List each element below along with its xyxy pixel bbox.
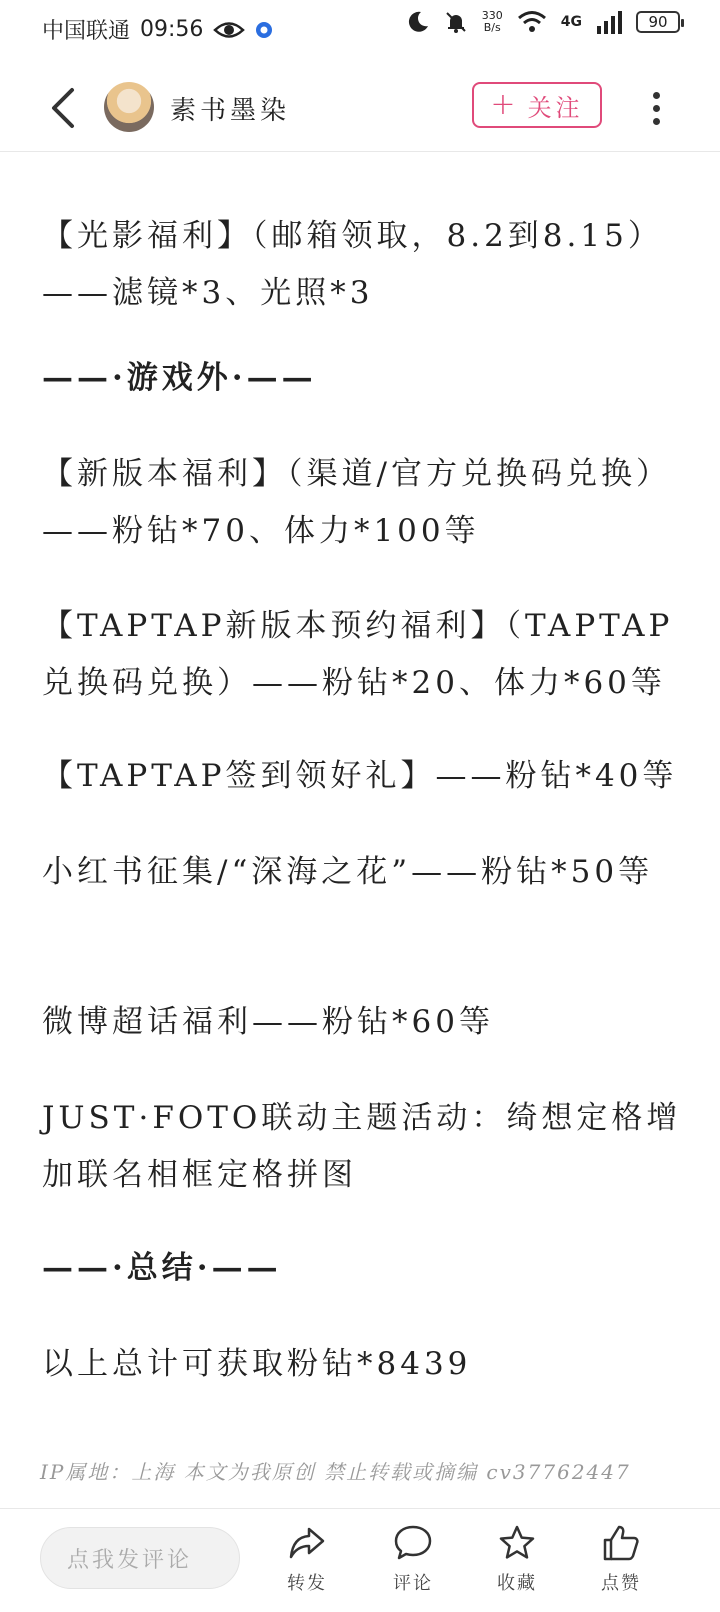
comment-input[interactable]: 点我发评论	[40, 1527, 240, 1589]
article-header	[0, 64, 720, 152]
clock: 09:56	[140, 17, 204, 42]
plus-icon: +	[490, 87, 520, 122]
paragraph-weibo: 微博超话福利——粉钻*60等	[42, 1004, 494, 1040]
paragraph-taptap-reservation: 【TAPTAP新版本预约福利】（TAPTAP兑换码兑换）——粉钻*20、体力*60等	[42, 608, 674, 701]
network-type: 4G	[560, 14, 582, 30]
bottom-action-bar	[0, 1508, 720, 1612]
section-heading-summary: ——·总结·——	[42, 1250, 282, 1286]
more-options-icon[interactable]	[648, 88, 664, 128]
share-arrow-icon	[287, 1523, 327, 1563]
comment-button[interactable]	[378, 1523, 448, 1595]
paragraph-xiaohongshu: 小红书征集/“深海之花”——粉钻*50等	[42, 854, 654, 890]
comment-label: 评论	[393, 1573, 433, 1594]
section-heading-outside-game: ——·游戏外·——	[42, 360, 317, 396]
carrier-name: 中国联通	[42, 19, 131, 44]
signal-icon	[596, 10, 622, 34]
paragraph-taptap-checkin: 【TAPTAP签到领好礼】——粉钻*40等	[42, 758, 678, 794]
follow-button[interactable]	[472, 82, 602, 128]
paragraph-new-version-welfare: 【新版本福利】（渠道/官方兑换码兑换）——粉钻*70、体力*100等	[42, 456, 671, 549]
status-bar	[0, 0, 720, 56]
paragraph-light-welfare: 【光影福利】（邮箱领取，8.2到8.15）——滤镜*3、光照*3	[42, 218, 663, 311]
like-label: 点赞	[601, 1573, 641, 1594]
star-icon	[497, 1523, 537, 1563]
comment-bubble-icon	[393, 1523, 433, 1563]
back-arrow-icon[interactable]	[44, 86, 84, 130]
like-button[interactable]	[586, 1523, 656, 1595]
follow-label: 关注	[527, 93, 584, 122]
ip-copyright-line: IP属地：上海 本文为我原创 禁止转载或摘编 cv37762447	[40, 1460, 631, 1484]
share-label: 转发	[287, 1573, 327, 1594]
favorite-button[interactable]	[482, 1523, 552, 1595]
battery-indicator: 90	[636, 11, 680, 33]
paragraph-total: 以上总计可获取粉钻*8439	[42, 1346, 472, 1382]
author-name[interactable]: 素书墨染	[170, 96, 291, 126]
mute-bell-icon	[444, 10, 468, 34]
paragraph-justfoto: JUST·FOTO联动主题活动：绮想定格增加联名相框定格拼图	[42, 1100, 682, 1193]
moon-icon	[406, 10, 430, 34]
net-speed: 330 B/s	[481, 9, 503, 34]
share-button[interactable]	[272, 1523, 342, 1595]
thumbs-up-icon	[601, 1523, 641, 1563]
article-body	[0, 152, 720, 1472]
favorite-label: 收藏	[497, 1573, 537, 1594]
eye-icon	[213, 19, 245, 41]
author-avatar[interactable]	[104, 82, 154, 132]
app-notification-icon	[255, 21, 273, 39]
wifi-icon	[517, 10, 547, 34]
